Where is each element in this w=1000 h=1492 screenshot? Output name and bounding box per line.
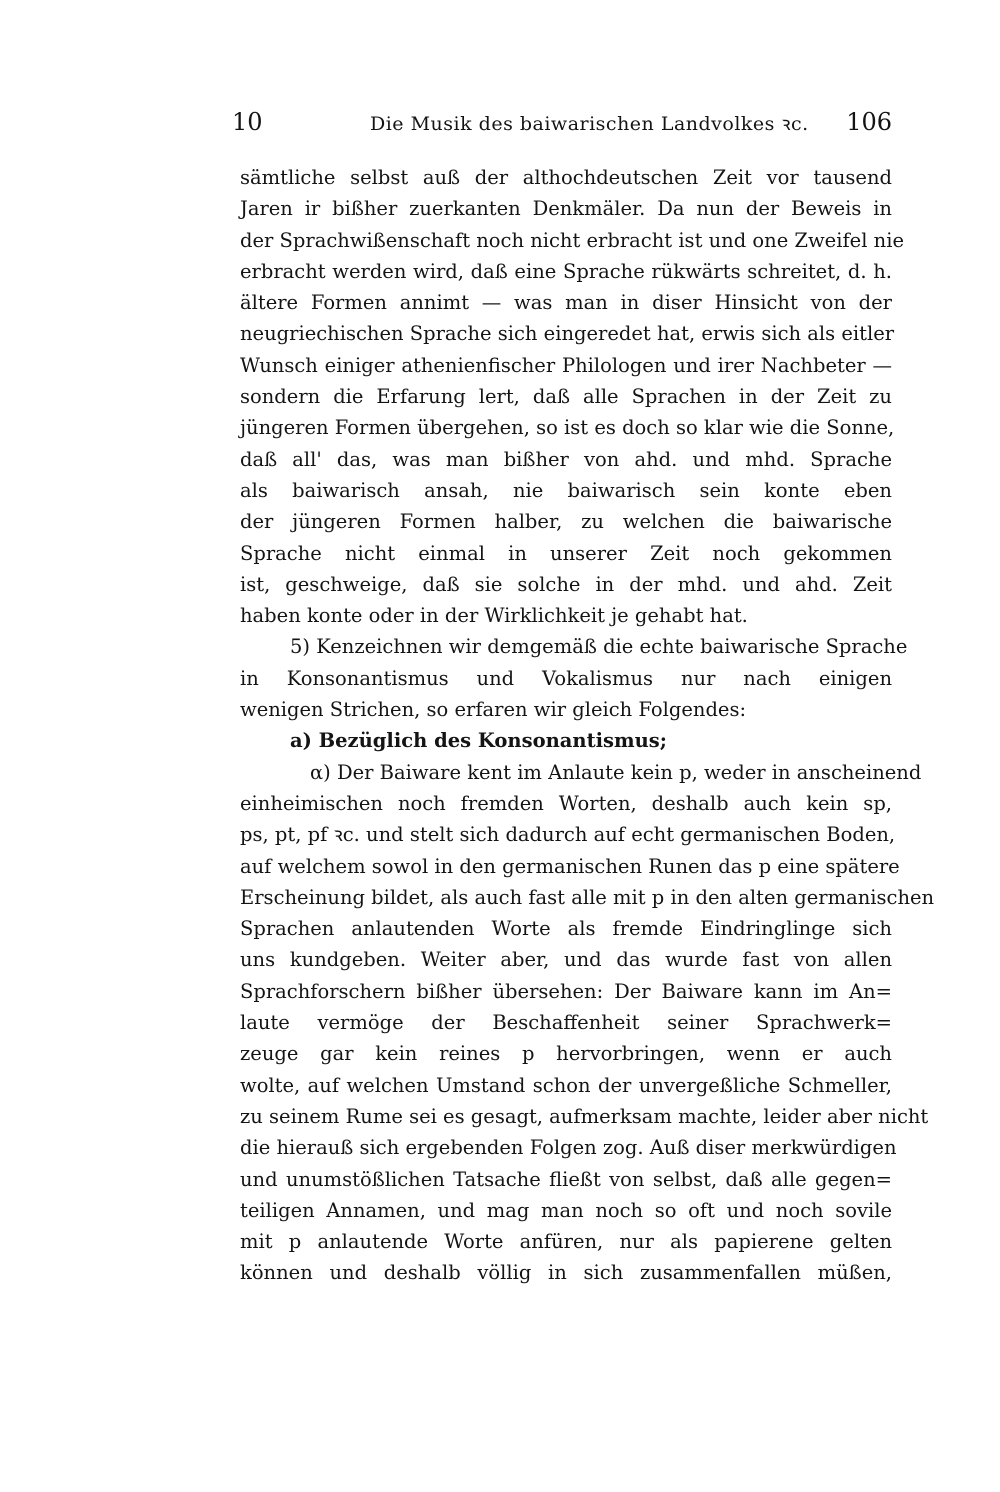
page-header <box>232 108 892 142</box>
text-line: 5) Kenzeichnen wir demgemäß die echte baiwarische Sprache <box>290 635 908 659</box>
text-line: Jaren ir bißher zuerkanten Denkmäler. Da nun der Beweis in <box>240 197 892 221</box>
text-line: Sprache nicht einmal in unserer Zeit noch gekommen <box>240 541 892 565</box>
text-line: uns kundgeben. Weiter aber, und das wurde fast von allen <box>240 948 892 972</box>
text-line: jüngeren Formen übergehen, so ist es doch so klar wie die Sonne, <box>240 416 895 440</box>
text-line: als baiwarisch ansah, nie baiwarisch sein konte eben <box>240 478 892 502</box>
text-line: und unumstößlichen Tatsache fließt von selbst, daß alle gegen= <box>240 1167 892 1191</box>
text-line: neugriechischen Sprache sich eingeredet hat, erwis sich als eitler <box>240 322 895 346</box>
text-line: auf welchem sowol in den germanischen Runen das p eine spätere <box>240 854 900 878</box>
text-line: sämtliche selbst auß der althochdeutschen Zeit vor tausend <box>240 166 892 189</box>
text-line: α) Der Baiware kent im Anlaute kein p, weder in anscheinend <box>310 760 922 784</box>
text-line: sondern die Erfarung lert, daß alle Sprachen in der Zeit zu <box>240 385 892 409</box>
text-line: Sprachforschern bißher übersehen: Der Baiware kann im An= <box>240 979 892 1003</box>
body-text <box>240 162 935 1289</box>
left-page-number: 10 <box>232 108 263 136</box>
text-line: teiligen Annamen, und mag man noch so oft und noch sovile <box>240 1198 892 1222</box>
text-line: haben konte oder in der Wirklichkeit je gehabt hat. <box>240 604 748 628</box>
text-line: erbracht werden wird, daß eine Sprache rükwärts schreitet, d. h. <box>240 259 892 283</box>
right-page-number: 106 <box>846 108 892 136</box>
text-line: in Konsonantismus und Vokalismus nur nach einigen <box>240 666 892 690</box>
text-line: laute vermöge der Beschaffenheit seiner Sprachwerk= <box>240 1011 892 1035</box>
section-heading: a) Bezüglich des Konsonantismus; <box>290 729 667 753</box>
text-line: ältere Formen annimt — was man in diser Hinsicht von der <box>240 291 892 315</box>
text-line: mit p anlautende Worte anfüren, nur als papierene gelten <box>240 1230 892 1254</box>
text-line: wolte, auf welchen Umstand schon der unvergeßliche Schmeller, <box>240 1073 892 1097</box>
text-line: zeuge gar kein reines p hervorbringen, wenn er auch <box>240 1042 892 1066</box>
text-line: einheimischen noch fremden Worten, deshalb auch kein sp, <box>240 791 892 815</box>
text-line: Sprachen anlautenden Worte als fremde Eindringlinge sich <box>240 917 892 941</box>
text-line: die hierauß sich ergebenden Folgen zog. Auß diser merkwürdigen <box>240 1136 897 1160</box>
text-line: daß all' das, was man bißher von ahd. und mhd. Sprache <box>240 447 892 471</box>
text-line: ps, pt, pf ꝛc. und stelt sich dadurch auf echt germanischen Boden, <box>240 823 896 847</box>
text-line: können und deshalb völlig in sich zusammenfallen müßen, <box>240 1261 892 1285</box>
text-line: zu seinem Rume sei es gesagt, aufmerksam machte, leider aber nicht <box>240 1104 929 1128</box>
text-line: der Sprachwißenschaft noch nicht erbracht ist und one Zweifel nie <box>240 228 904 252</box>
text-line: Erscheinung bildet, als auch fast alle mit p in den alten germanischen <box>240 885 935 909</box>
text-line: Wunsch einiger athenienfischer Philologen und irer Nachbeter — <box>240 353 892 377</box>
text-line: ist, geschweige, daß sie solche in der mhd. und ahd. Zeit <box>240 572 892 596</box>
text-line: der jüngeren Formen halber, zu welchen die baiwarische <box>240 510 892 534</box>
text-line: wenigen Strichen, so erfaren wir gleich Folgendes: <box>240 698 747 722</box>
running-title: Die Musik des baiwarischen Landvolkes ꝛc. <box>370 113 809 135</box>
